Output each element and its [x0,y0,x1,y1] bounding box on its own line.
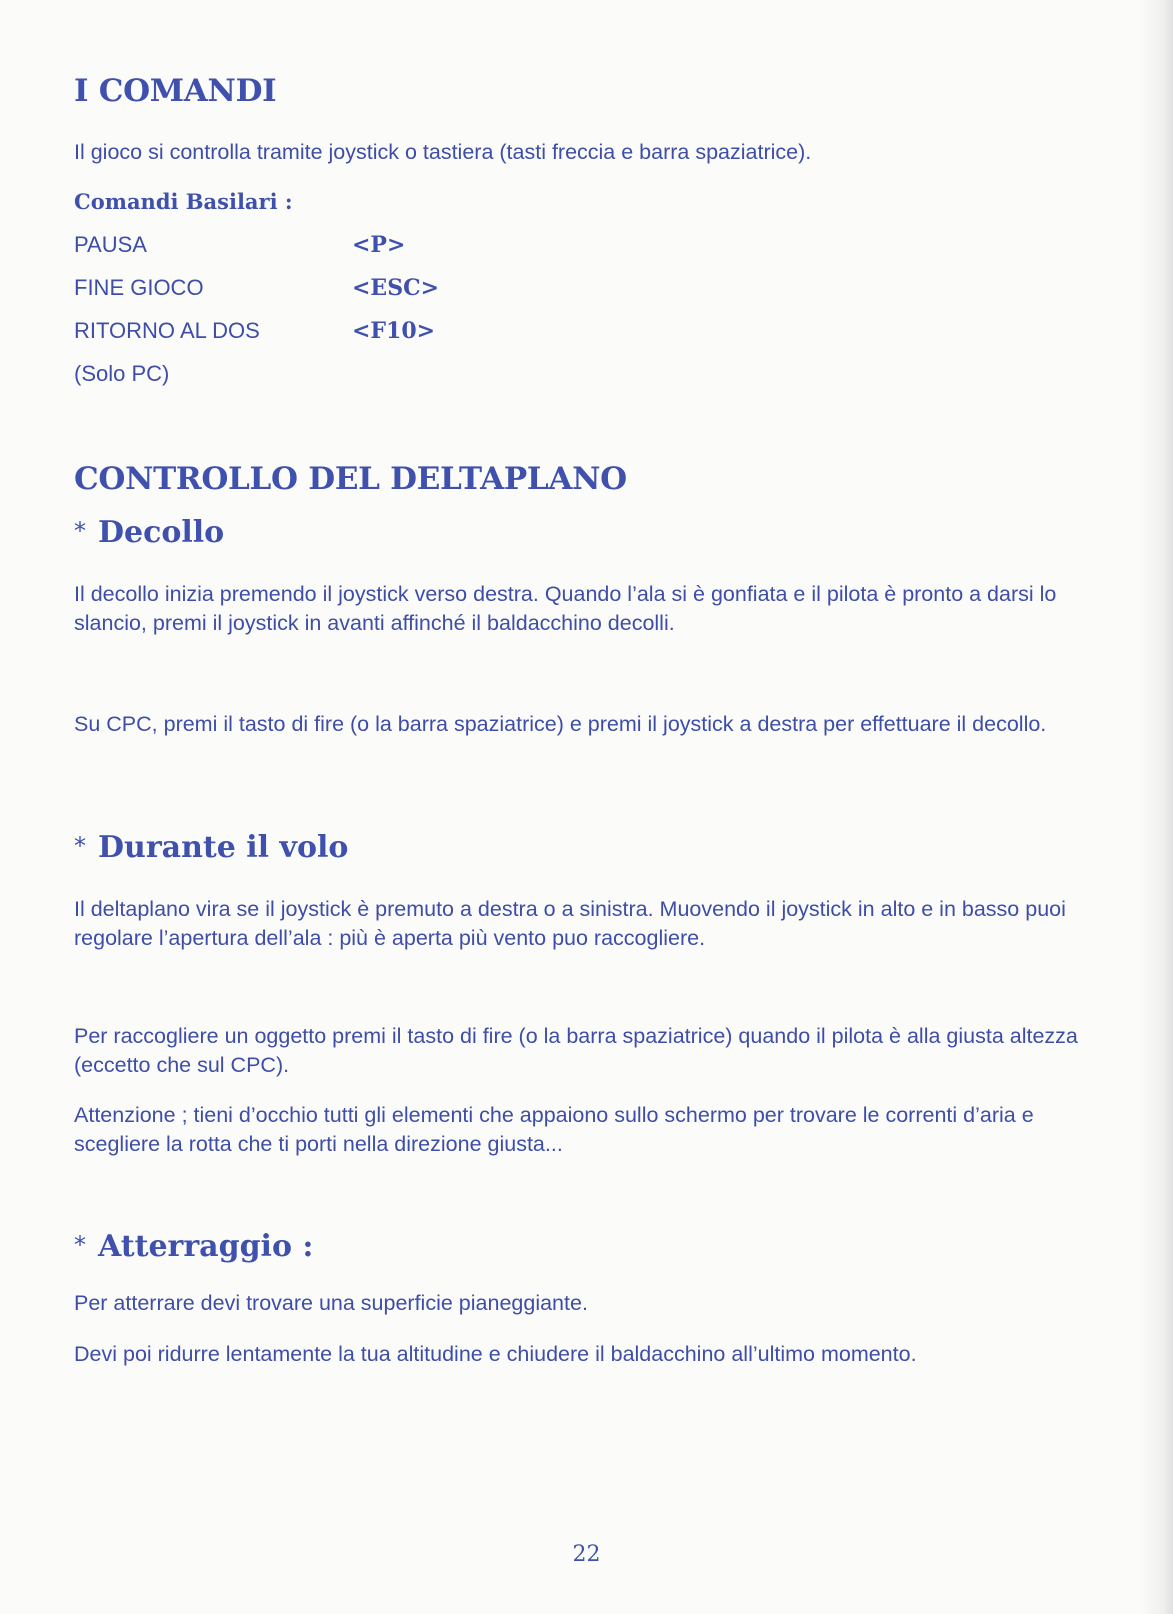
command-key-fine-gioco: <ESC> [352,275,440,301]
section-decollo-title: Decollo [98,515,225,550]
heading-controllo: CONTROLLO DEL DELTAPLANO [74,461,627,497]
command-label-ritorno-dos: RITORNO AL DOS [74,318,260,343]
atterraggio-paragraph-1: Per atterrare devi trovare una superficie pianeggiante. [74,1291,588,1315]
page-edge-shadow [1139,0,1173,1614]
command-key-pausa: <P> [352,232,406,258]
command-key-ritorno-dos: <F10> [352,318,436,344]
heading-comandi: I COMANDI [74,73,277,109]
volo-paragraph-3: Attenzione ; tieni d’occhio tutti gli elementi che appaiono sullo schermo per trovare le correnti d’aria e scegliere la rotta che ti porti nella direzione giusta... [74,1103,1034,1156]
bullet-star: * [74,832,86,860]
basic-commands-title: Comandi Basilari : [74,189,293,214]
volo-paragraph-1: Il deltaplano vira se il joystick è premuto a destra o a sinistra. Muovendo il joystick in alto e in basso puoi regolare l’apertura dell’ala : più è aperta più vento puo raccogliere. [74,897,1066,950]
atterraggio-paragraph-2: Devi poi ridurre lentamente la tua altitudine e chiudere il baldacchino all’ultimo momento. [74,1342,917,1366]
decollo-paragraph-2: Su CPC, premi il tasto di fire (o la barra spaziatrice) e premi il joystick a destra per effettuare il decollo. [74,712,1047,736]
section-volo-heading [74,830,348,865]
page-number: 22 [572,1542,601,1567]
section-atterraggio-title: Atterraggio : [98,1229,314,1264]
volo-paragraph-2: Per raccogliere un oggetto premi il tasto di fire (o la barra spaziatrice) quando il pilota è alla giusta altezza (eccetto che sul CPC). [74,1024,1078,1077]
bullet-star: * [74,517,86,545]
command-label-fine-gioco: FINE GIOCO [74,275,204,300]
section-decollo-heading [74,515,224,550]
section-volo-title: Durante il volo [98,830,349,865]
decollo-paragraph-1: Il decollo inizia premendo il joystick verso destra. Quando l’ala si è gonfiata e il pilota è pronto a darsi lo slancio, premi il joystick in avanti affinché il baldacchino decolli. [74,582,1057,635]
pc-only-note: (Solo PC) [74,361,170,386]
intro-text: Il gioco si controlla tramite joystick o tastiera (tasti freccia e barra spaziatrice). [74,140,812,164]
section-atterraggio-heading [74,1229,313,1264]
bullet-star: * [74,1231,86,1259]
command-label-pausa: PAUSA [74,232,147,257]
